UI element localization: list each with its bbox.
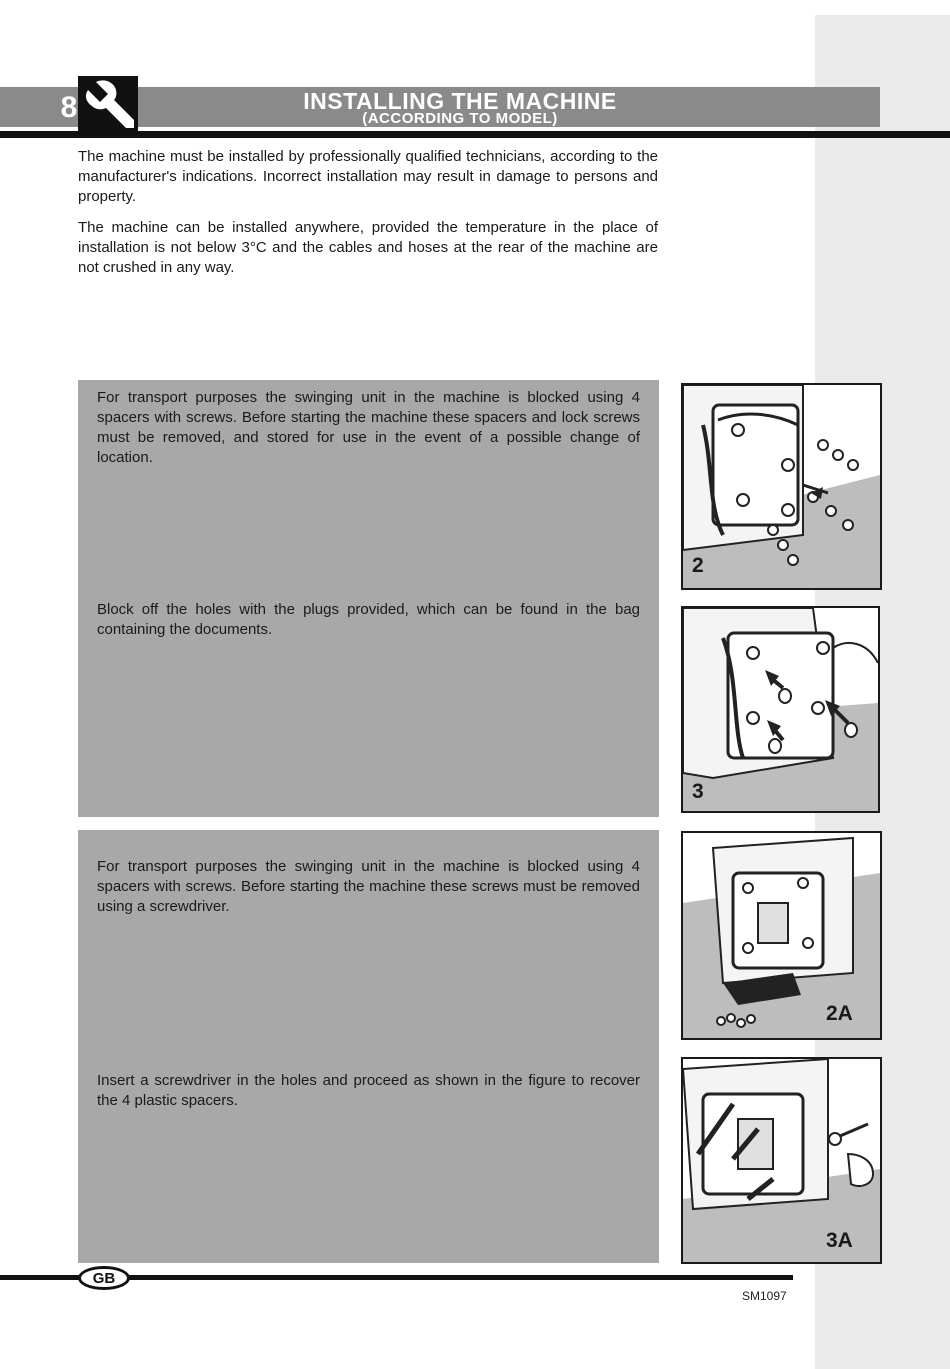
section-2-text-b: Insert a screwdriver in the holes and proceed as shown in the figure to recover the 4 plastic spacers. xyxy=(97,1072,640,1109)
section-1-text-b: Block off the holes with the plugs provided, which can be found in the bag containing the documents. xyxy=(97,601,640,638)
intro-paragraph-2: The machine can be installed anywhere, provided the temperature in the place of installation is not below 3°C and the cables and hoses at the rear of the machine are not crushed in any way. xyxy=(78,219,658,276)
figure-2-illustration xyxy=(683,385,880,588)
section-2-text-a: For transport purposes the swinging unit in the machine is blocked using 4 spacers with screws. Before starting the machine these screws must be removed using a screwdriver. xyxy=(97,858,640,915)
document-code: SM1097 xyxy=(742,1289,787,1303)
figure-2 xyxy=(681,383,882,590)
page-number: 8 xyxy=(60,91,78,124)
language-badge: GB xyxy=(78,1266,130,1290)
page-title: INSTALLING THE MACHINE xyxy=(303,88,617,114)
figure-3-label: 3 xyxy=(692,780,704,803)
figure-3a-label: 3A xyxy=(826,1229,853,1252)
wrench-icon xyxy=(78,76,138,134)
figure-2a-label: 2A xyxy=(826,1002,853,1025)
figure-2a xyxy=(681,831,882,1040)
figure-3 xyxy=(681,606,880,813)
figure-2-label: 2 xyxy=(692,554,704,577)
section-1-text-a: For transport purposes the swinging unit in the machine is blocked using 4 spacers with screws. Before starting the machine these spacers and lock screws must be removed, and stored for use in the event of a possible change of location. xyxy=(97,389,640,466)
intro-paragraph-1: The machine must be installed by professionally qualified technicians, according to the manufacturer's indications. Incorrect installation may result in damage to persons and property. xyxy=(78,148,658,205)
page-subtitle: (ACCORDING TO MODEL) xyxy=(362,110,558,127)
header-underline xyxy=(0,131,950,138)
figure-3a xyxy=(681,1057,882,1264)
figure-3-illustration xyxy=(683,608,878,811)
